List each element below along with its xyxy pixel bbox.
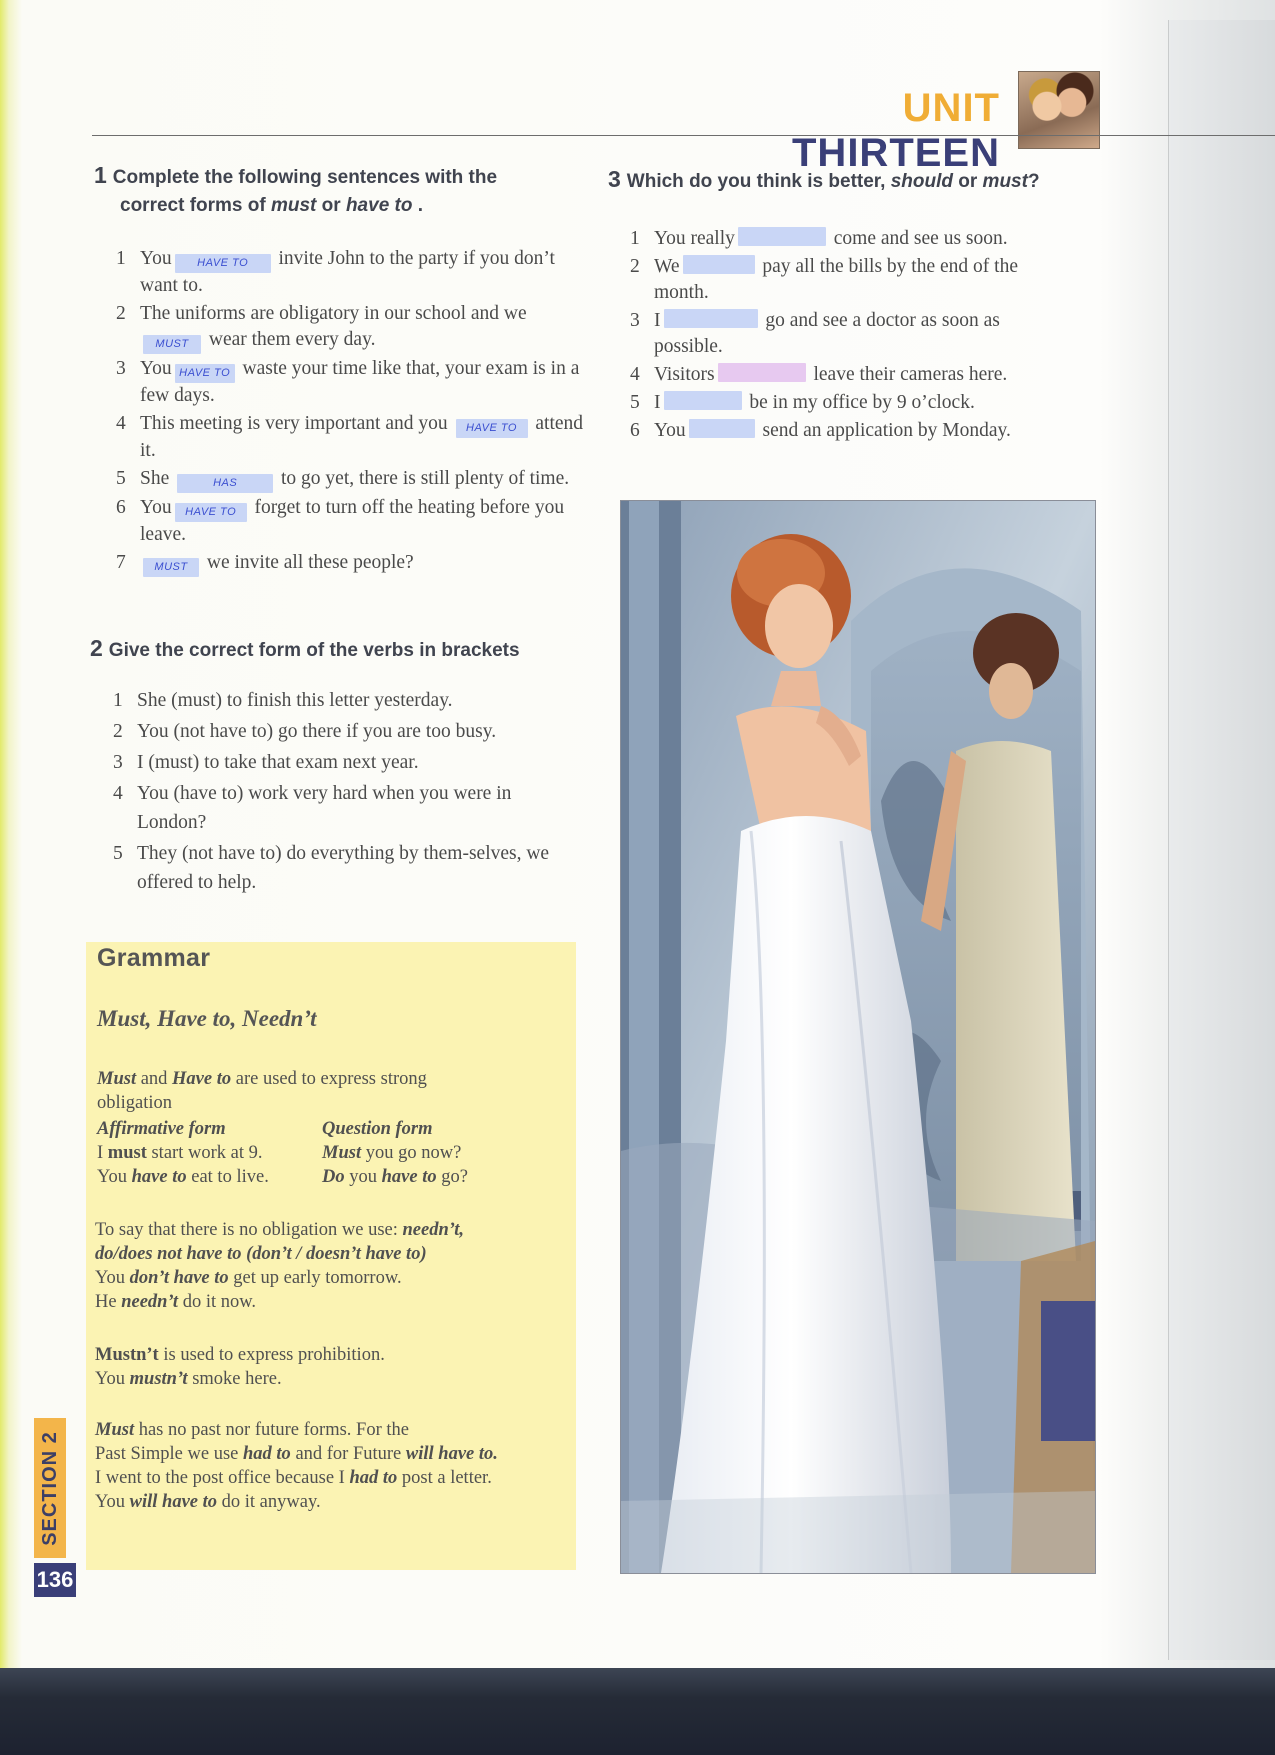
answer-field[interactable]: HAVE TO [175,254,271,273]
list-item: 1 You really come and see us soon. [630,228,1008,249]
list-item: 2 You (not have to) go there if you are too busy. [113,721,497,742]
answer-field[interactable] [738,227,826,246]
answer-field[interactable] [689,419,755,438]
answer-field[interactable]: HAS [177,474,273,493]
facing-page-edge [1168,20,1275,1660]
no-obligation-rule: To say that there is no obligation we use: needn’t, do/does not have to (don’t / doesn’t have to) You don’t have to get up early tomorrow. He needn’t do it now. [95,1220,464,1312]
exercise-1-title: 1 Complete the following sentences with the correct forms of must or have to . [94,162,498,216]
list-item: 5 She HAS to go yet, there is still plenty of time. [116,466,586,493]
bride-mirror-photo [620,500,1096,1574]
prohibition-rule: Mustn’t is used to express prohibition. You mustn’t smoke here. [95,1345,385,1389]
grammar-intro: Must and Have to are used to express strong obligation [97,1069,427,1113]
unit-title: UNIT THIRTEEN [792,86,1000,175]
exercise-3-list [630,226,1070,446]
answer-field[interactable] [718,363,806,382]
list-item: 2 The uniforms are obligatory in our school and we MUST wear them every day. [116,301,586,354]
answer-field[interactable]: HAVE TO [175,503,247,522]
answer-field[interactable] [664,309,758,328]
exercise-1-list [116,246,586,579]
question-form: Question form Must you go now? Do you have to go? [322,1119,468,1187]
answer-field[interactable]: MUST [143,558,199,577]
exercise-2-title: 2 Give the correct form of the verbs in brackets [90,635,520,661]
grammar-title: Grammar [97,944,211,972]
answer-field[interactable]: HAVE TO [175,364,235,383]
section-label: SECTION 2 [38,1430,61,1546]
list-item: 5 I be in my office by 9 o’clock. [630,392,975,413]
past-future-rule: Must has no past nor future forms. For the Past Simple we use had to and for Future will have to. I went to the post office because I had to post a letter. You will have to do it anyway. [95,1420,498,1512]
answer-field[interactable]: MUST [143,335,201,354]
exercise-2-list [113,686,583,899]
list-item: 5 They (not have to) do everything by them-selves, we offered to help. [113,843,550,893]
list-item: 4 This meeting is very important and you HAVE TO attend it. [116,413,584,461]
list-item: 2 We pay all the bills by the end of the month. [630,256,1018,303]
scan-background [0,1668,1275,1755]
list-item: 6 You send an application by Monday. [630,420,1011,441]
answer-field[interactable]: HAVE TO [456,419,528,438]
list-item: 6 You HAVE TO forget to turn off the heating before you leave. [116,497,565,545]
answer-field[interactable] [683,255,755,274]
list-item: 4 Visitors leave their cameras here. [630,364,1008,385]
grammar-subtitle: Must, Have to, Needn’t [97,1006,317,1031]
answer-field[interactable] [664,391,742,410]
list-item: 3 You HAVE TO waste your time like that, your exam is in a few days. [116,358,580,406]
exercise-3-title: 3 Which do you think is better, should or must? [608,166,1040,192]
header-thumbnail-photo [1018,71,1100,149]
list-item: 3 I (must) to take that exam next year. [113,752,419,773]
list-item: 1 She (must) to finish this letter yesterday. [113,690,453,711]
affirmative-form: Affirmative form I must start work at 9. You have to eat to live. [97,1119,269,1187]
list-item: 4 You (have to) work very hard when you were in London? [113,783,512,833]
header-divider [92,135,1275,136]
list-item: 3 I go and see a doctor as soon as possible. [630,310,1000,357]
page-number: 136 [34,1563,76,1597]
list-item: 7 MUST we invite all these people? [116,550,586,577]
list-item: 1 You HAVE TO invite John to the party if you don’t want to. [116,248,555,296]
